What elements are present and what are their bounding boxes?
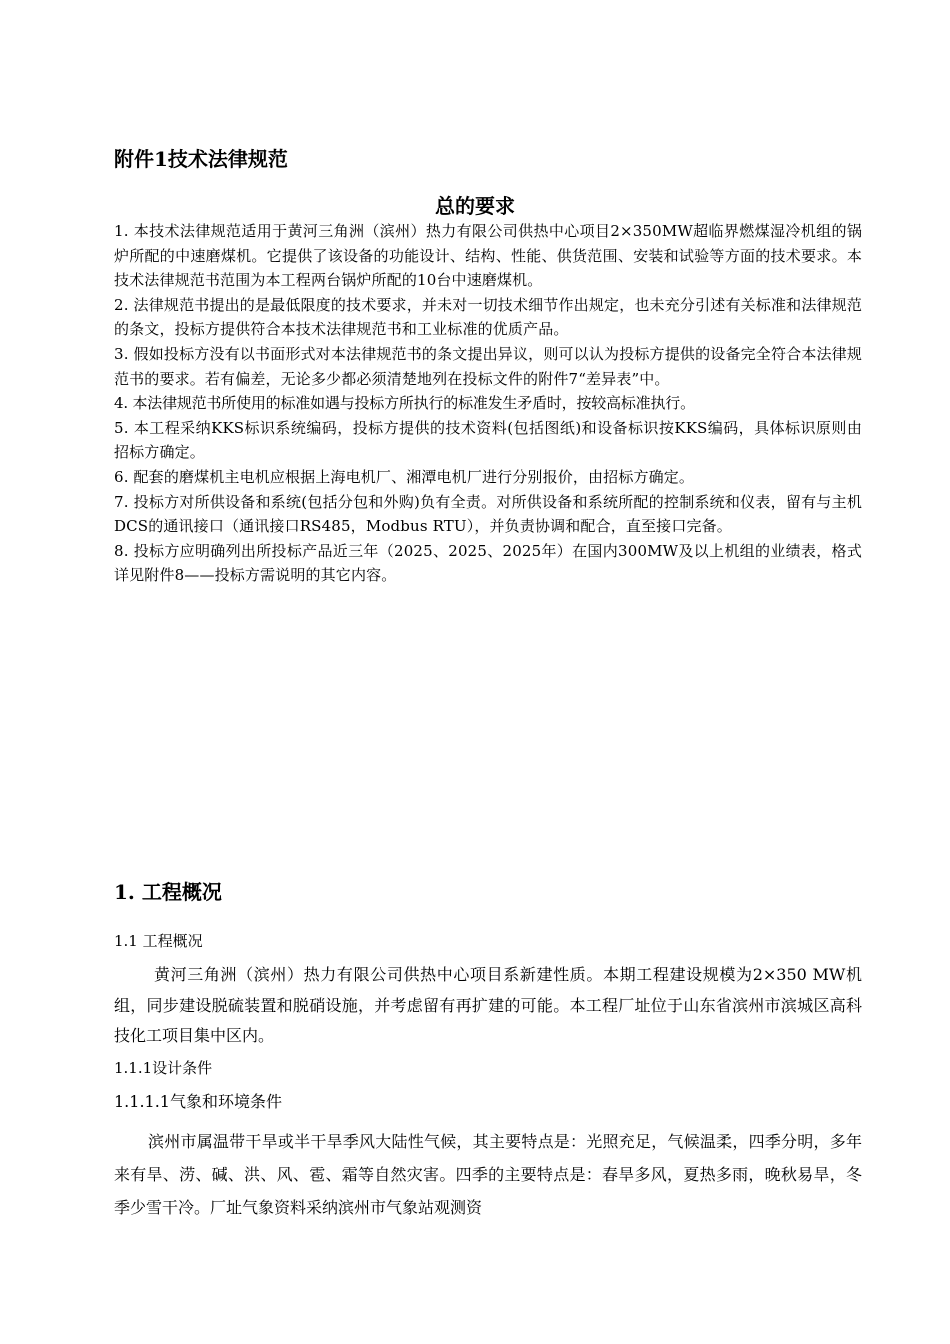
- requirement-item-1: 1. 本技术法律规范适用于黄河三角洲（滨州）热力有限公司供热中心项目2×350MW超临界燃煤湿冷机组的锅炉所配的中速磨煤机。它提供了该设备的功能设计、结构、性能、供货范围、安装和试验等方面的技术要求。本技术法律规范书范围为本工程两台锅炉所配的10台中速磨煤机。: [114, 222, 862, 290]
- appendix-title: 附件1技术法律规范: [114, 147, 288, 171]
- requirement-item-4: 4. 本法律规范书所使用的标准如遇与投标方所执行的标准发生矛盾时，按较高标准执行。: [114, 394, 695, 413]
- requirements-list: [114, 219, 862, 588]
- project-overview-paragraph: 黄河三角洲（滨州）热力有限公司供热中心项目系新建性质。本期工程建设规模为2×350 MW机组，同步建设脱硫装置和脱硝设施，并考虑留有再扩建的可能。本工程厂址位于山东省滨州市滨城区高科技化工项目集中区内。: [114, 965, 862, 1046]
- section-1-heading: 1. 工程概况: [114, 880, 222, 904]
- subsection-1-1-1-1-heading: 1.1.1.1气象和环境条件: [114, 1092, 282, 1111]
- requirement-item-5: 5. 本工程采纳KKS标识系统编码，投标方提供的技术资料(包括图纸)和设备标识按KKS编码，具体标识原则由招标方确定。: [114, 418, 862, 462]
- requirement-item-3: 3. 假如投标方没有以书面形式对本法律规范书的条文提出异议，则可以认为投标方提供的设备完全符合本法律规范书的要求。若有偏差，无论多少都必须清楚地列在投标文件的附件7“差异表”中。: [114, 344, 862, 388]
- requirement-item-6: 6. 配套的磨煤机主电机应根据上海电机厂、湘潭电机厂进行分别报价，由招标方确定。: [114, 467, 695, 486]
- requirement-item-2: 2. 法律规范书提出的是最低限度的技术要求，并未对一切技术细节作出规定，也未充分引述有关标准和法律规范的条文，投标方提供符合本技术法律规范书和工业标准的优质产品。: [114, 295, 862, 339]
- general-requirements-heading: 总的要求: [435, 194, 515, 218]
- subsection-1-1-heading: 1.1 工程概况: [114, 932, 203, 950]
- requirement-item-7: 7. 投标方对所供设备和系统(包括分包和外购)负有全责。对所供设备和系统所配的控制系统和仪表，留有与主机DCS的通讯接口（通讯接口RS485，Modbus RTU），并负责协调和配合，直至接口完备。: [114, 492, 862, 536]
- requirement-item-8: 8. 投标方应明确列出所投标产品近三年（2025、2025、2025年）在国内300MW及以上机组的业绩表，格式详见附件8——投标方需说明的其它内容。: [114, 541, 862, 585]
- climate-paragraph: 滨州市属温带干旱或半干旱季风大陆性气候，其主要特点是：光照充足，气候温柔，四季分明，多年来有旱、涝、碱、洪、风、雹、霜等自然灾害。四季的主要特点是：春旱多风，夏热多雨，晚秋易旱，冬季少雪干冷。厂址气象资料采纳滨州市气象站观测资: [114, 1132, 862, 1217]
- subsection-1-1-1-heading: 1.1.1设计条件: [114, 1059, 213, 1077]
